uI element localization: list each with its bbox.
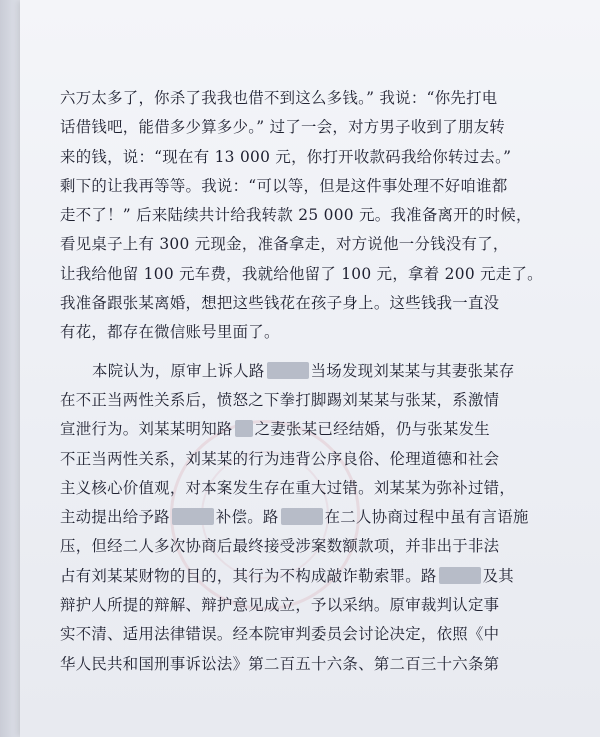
text-line: 走不了！” 后来陆续共计给我转款 25 000 元。我准备离开的时候， bbox=[60, 206, 532, 225]
text-line: 剩下的让我再等等。我说：“可以等，但是这件事处理不好咱谁都 bbox=[60, 176, 508, 195]
text-line: 不正当两性关系，刘某某的行为违背公序良俗、伦理道德和社会 bbox=[60, 449, 500, 468]
text-line: 看见桌子上有 300 元现金，准备拿走，对方说他一分钱没有了， bbox=[60, 235, 509, 254]
redaction-mark bbox=[172, 508, 214, 525]
text-fragment: 当场发现刘某某与其妻张某存 bbox=[310, 361, 515, 380]
text-fragment: 在二人协商过程中虽有言语施 bbox=[324, 508, 529, 527]
text-line: 辩护人所提的辩解、辩护意见成立，予以采纳。原审裁判认定事 bbox=[60, 596, 500, 615]
text-line: 六万太多了，你杀了我我也借不到这么多钱。” 我说：“你先打电 bbox=[60, 89, 498, 107]
text-line: 来的钱，说：“现在有 13 000 元，你打开收款码我给你转过去。” bbox=[60, 147, 512, 166]
text-line: 主义核心价值观，对本案发生存在重大过错。刘某某为弥补过错， bbox=[60, 478, 516, 497]
text-line: 我准备跟张某离婚，想把这些钱花在孩子身上。这些钱我一直没 bbox=[60, 294, 500, 313]
text-fragment: 补偿。路 bbox=[215, 508, 279, 527]
redaction-mark bbox=[267, 362, 309, 379]
text-fragment: 及其 bbox=[482, 566, 514, 585]
redaction-mark bbox=[439, 567, 481, 584]
text-fragment: 之妻张某已经结婚，仍与张某发生 bbox=[254, 420, 490, 439]
text-fragment: 本院认为，原审上诉人路 bbox=[92, 361, 265, 380]
redaction-mark bbox=[281, 508, 323, 525]
text-line: 实不清、适用法律错误。经本院审判委员会讨论决定，依照《中 bbox=[60, 625, 500, 644]
page-edge bbox=[0, 0, 20, 737]
text-line bbox=[60, 415, 580, 444]
text-line bbox=[60, 503, 580, 532]
text-fragment: 宣泄行为。刘某某明知路 bbox=[60, 420, 233, 439]
document-body bbox=[60, 84, 580, 679]
text-line: 华人民共和国刑事诉讼法》第二百五十六条、第二百三十六条第 bbox=[60, 654, 500, 673]
text-fragment: 主动提出给予路 bbox=[60, 508, 170, 527]
text-line: 话借钱吧，能借多少算多少。” 过了一会，对方男子收到了朋友转 bbox=[60, 118, 505, 137]
text-line: 在不正当两性关系后，愤怒之下拳打脚踢刘某某与张某，系激情 bbox=[60, 390, 500, 409]
text-line: 让我给他留 100 元车费，我就给他留了 100 元，拿着 200 元走了。 bbox=[60, 264, 543, 283]
text-fragment: 占有刘某某财物的目的，其行为不构成敲诈勒索罪。路 bbox=[60, 566, 437, 585]
text-line: 有花，都存在微信账号里面了。 bbox=[60, 323, 280, 342]
redaction-mark bbox=[235, 420, 253, 437]
text-line bbox=[60, 562, 580, 591]
text-line bbox=[60, 357, 580, 386]
text-line: 压，但经二人多次协商后最终接受涉案数额款项，并非出于非法 bbox=[60, 537, 500, 556]
